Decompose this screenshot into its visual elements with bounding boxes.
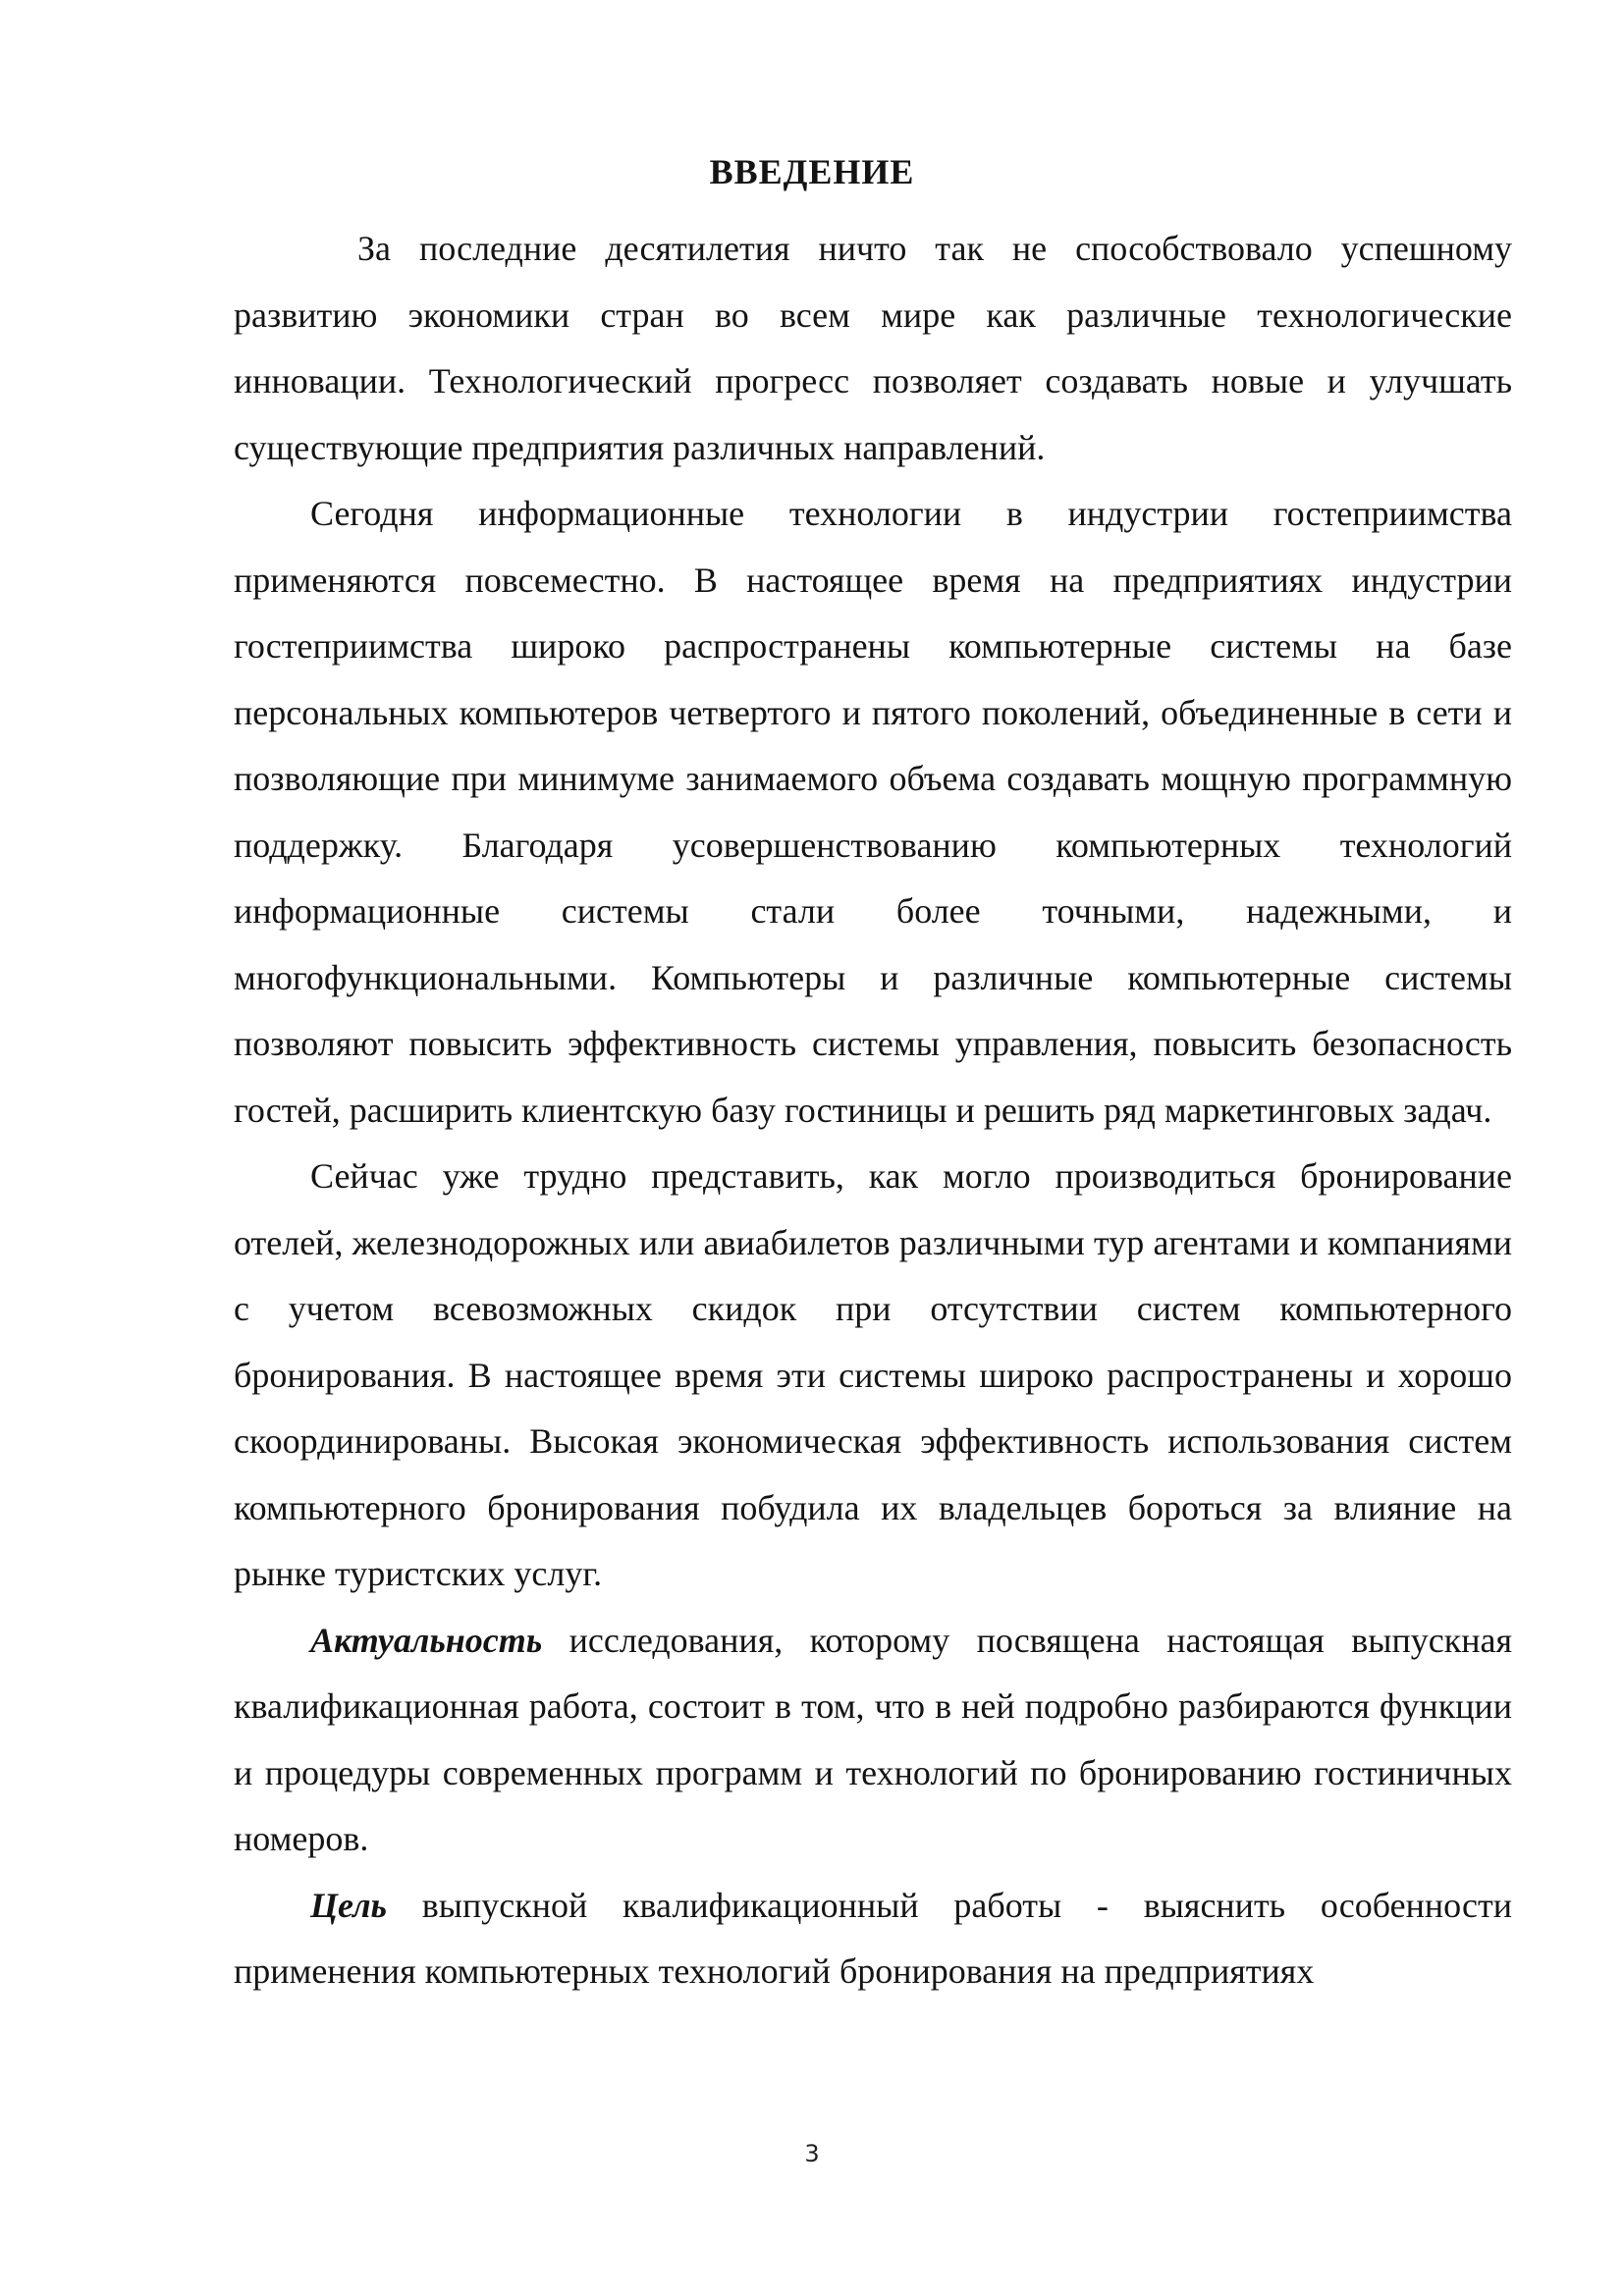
document-body xyxy=(234,216,1512,2005)
paragraph-text: исследования, которому посвящена настоящая выпускная квалификационная работа, состоит в том, что в ней подробно разбираются функции и процедуры современных программ и технологий по бронированию гостиничных номеров. xyxy=(234,1620,1512,1858)
paragraph-text: выпускной квалификационный работы - выяснить особенности применения компьютерных технологий бронирования на предприятиях xyxy=(234,1885,1512,1991)
paragraph-goal xyxy=(234,1873,1512,2005)
term-goal: Цель xyxy=(310,1885,388,1925)
paragraph-it-in-hospitality xyxy=(234,481,1512,1144)
section-heading: ВВЕДЕНИЕ xyxy=(709,152,915,191)
paragraph-booking-systems xyxy=(234,1144,1512,1608)
paragraph-text: Сегодня информационные технологии в индустрии гостеприимства применяются повсеместно. В настоящее время на предприятиях индустрии гостеприимства широко распространены компьютерные системы на базе персональных компьютеров четвертого и пятого поколений, объединенные в сети и позволяющие при минимуме занимаемого объема создавать мощную программную поддержку. Благодаря усовершенствованию компьютерных технологий информационные системы стали более точными, надежными, и многофункциональными. Компьютеры и различные компьютерные системы позволяют повысить эффективность системы управления, повысить безопасность гостей, расширить клиентскую базу гостиницы и решить ряд маркетинговых задач. xyxy=(234,494,1512,1130)
page-number: 3 xyxy=(804,2140,820,2167)
term-relevance: Актуальность xyxy=(310,1620,543,1660)
paragraph-text: За последние десятилетия ничто так не способствовало успешному развитию экономики стран во всем мире как различные технологические инновации. Технологический прогресс позволяет создавать новые и улучшать существующие предприятия различных направлений. xyxy=(234,229,1512,467)
paragraph-intro xyxy=(234,216,1512,481)
paragraph-relevance xyxy=(234,1608,1512,1873)
paragraph-text: Сейчас уже трудно представить, как могло производиться бронирование отелей, железнодорожных или авиабилетов различными тур агентами и компаниями с учетом всевозможных скидок при отсутствии систем компьютерного бронирования. В настоящее время эти системы широко распространены и хорошо скоординированы. Высокая экономическая эффективность использования систем компьютерного бронирования побудила их владельцев бороться за влияние на рынке туристских услуг. xyxy=(234,1156,1512,1593)
